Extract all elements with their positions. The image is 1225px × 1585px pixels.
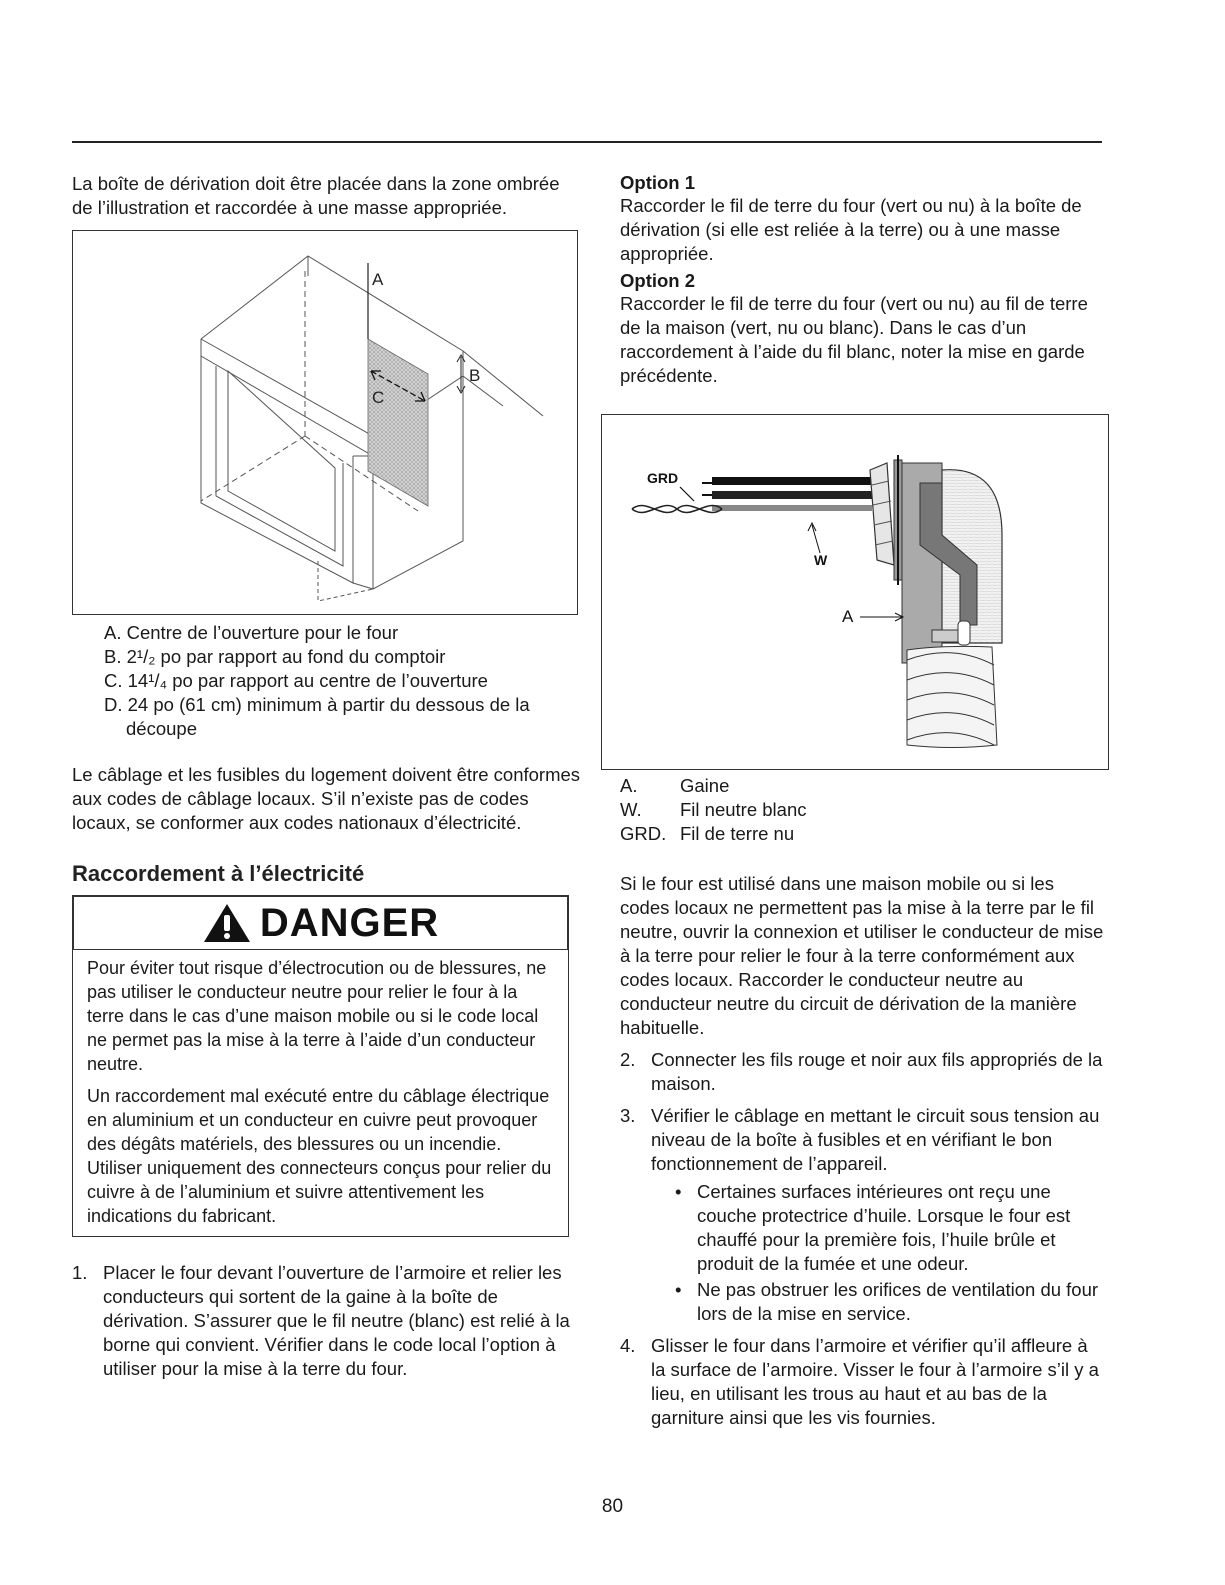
caption-key: GRD.: [620, 823, 667, 844]
caption-key: W.: [620, 799, 642, 820]
option1-title: Option 1: [620, 172, 696, 193]
bullet-item: [675, 1278, 1105, 1326]
right-column: [620, 172, 1105, 1430]
fig2-label-a: A: [842, 607, 854, 626]
left-column: [72, 172, 582, 1381]
bullet-symbol: •: [675, 1279, 682, 1300]
fig2-label-w: W: [814, 552, 828, 568]
step-text: Connecter les fils rouge et noir aux fils appropriés de la maison.: [651, 1049, 1103, 1094]
cabinet-diagram: [73, 231, 576, 613]
cabinet-captions: [104, 621, 582, 741]
danger-paragraph-2: Un raccordement mal exécuté entre du câblage électrique en aluminium et un conducteur en cuivre peut provoquer des dégâts matériels, des blessures ou un incendie. Utiliser uniquement des connecteurs conçus pour relier du cuivre à de l’aluminium et suivre attentivement les indications du fabricant.: [87, 1086, 552, 1226]
bullet-item: [675, 1180, 1105, 1276]
caption-item: [620, 798, 1105, 822]
caption-text: Fil de terre nu: [680, 823, 795, 844]
steps-left: [72, 1261, 582, 1381]
page-number: 80: [601, 1496, 624, 1517]
shaded-zone: [368, 339, 428, 506]
fig1-label-b: B: [469, 366, 481, 385]
caption-text: Gaine: [680, 775, 730, 796]
cabinet-figure: [72, 230, 578, 615]
intro-paragraph: La boîte de dérivation doit être placée dans la zone ombrée de l’illustration et raccordée à une masse appropriée.: [72, 173, 560, 218]
wiring-figure: [601, 414, 1109, 770]
wire-connector: [870, 463, 894, 565]
danger-box: [72, 895, 569, 1237]
caption-item: [620, 774, 1105, 798]
bullet-list: [675, 1180, 1105, 1326]
caption-item: [620, 822, 1105, 846]
bullet-text: Certaines surfaces intérieures ont reçu une couche protectrice d’huile. Lorsque le four est chauffé pour la première fois, l’huile brûle et produit de la fumée et une odeur.: [697, 1181, 1071, 1274]
wiring-paragraph: Le câblage et les fusibles du logement doivent être conformes aux codes de câblage locaux. S’il n’existe pas de codes locaux, se conformer aux codes nationaux d’électricité.: [72, 764, 581, 833]
danger-header: [73, 896, 568, 950]
flexible-conduit: [907, 646, 997, 747]
option2-text: Raccorder le fil de terre du four (vert ou nu) au fil de terre de la maison (vert, nu ou blanc). Dans le cas d’un raccordement à l’aide du fil blanc, noter la mise en garde précédente.: [620, 293, 1088, 386]
step-number: 1.: [72, 1262, 88, 1283]
option2-title: Option 2: [620, 270, 696, 291]
wiring-captions: [620, 774, 1105, 846]
step-item: [620, 1104, 1105, 1326]
fig1-label-a: A: [372, 270, 384, 289]
fig2-label-grd: GRD: [647, 470, 679, 486]
step-text: Glisser le four dans l’armoire et vérifier qu’il affleure à la surface de l’armoire. Visser le four à l’armoire s’il y a lieu, en utilisant les trous au haut et au bas de la garniture ainsi que les vis fournies.: [651, 1335, 1099, 1428]
caption-item: A. Centre de l’ouverture pour le four: [104, 622, 399, 643]
section-title: Raccordement à l’électricité: [72, 861, 365, 886]
caption-item: D. 24 po (61 cm) minimum à partir du dessous de la découpe: [104, 694, 530, 739]
wiring-diagram: [602, 415, 1107, 768]
step-text: Placer le four devant l’ouverture de l’armoire et relier les conducteurs qui sortent de la gaine à la boîte de dérivation. S’assurer que le fil neutre (blanc) est relié à la borne qui convient. Vérifier dans le code local l’option à utiliser pour la mise à la terre du four.: [103, 1262, 570, 1379]
bullet-symbol: •: [675, 1181, 682, 1202]
fig1-label-c: C: [372, 388, 385, 407]
neutral-wire: [712, 505, 872, 511]
caption-item: C. 14¹/₄ po par rapport au centre de l’ouverture: [104, 670, 488, 691]
warning-triangle-icon: [202, 902, 252, 944]
step-item: [72, 1261, 582, 1381]
step-item: [620, 1334, 1105, 1430]
header-rule: [72, 141, 1102, 143]
step-item: [620, 1048, 1105, 1096]
step-number: 2.: [620, 1049, 636, 1070]
caption-text: Fil neutre blanc: [680, 799, 807, 820]
step-text: Vérifier le câblage en mettant le circuit sous tension au niveau de la boîte à fusibles et en vérifiant le bon fonctionnement de l’appareil.: [651, 1105, 1100, 1174]
step-number: 3.: [620, 1105, 636, 1126]
red-wire: [712, 491, 872, 499]
step-number: 4.: [620, 1335, 636, 1356]
steps-right: [620, 1048, 1105, 1430]
mobile-home-paragraph: Si le four est utilisé dans une maison mobile ou si les codes locaux ne permettent pas la mise à la terre par le fil neutre, ouvrir la connexion et utiliser le conducteur de mise à la terre pour relier le four à la terre conformément aux codes locaux. Raccorder le conducteur neutre au conducteur neutre du circuit de dérivation de la manière habituelle.: [620, 873, 1104, 1038]
bullet-text: Ne pas obstruer les orifices de ventilation du four lors de la mise en service.: [697, 1279, 1099, 1324]
danger-word: DANGER: [259, 900, 440, 945]
danger-paragraph-1: Pour éviter tout risque d’électrocution ou de blessures, ne pas utiliser le conducteur neutre pour relier le four à la terre dans le cas d’une maison mobile ou si le code local ne permet pas la mise à la terre à l’aide d’un conducteur neutre.: [87, 958, 547, 1074]
caption-item: B. 2¹/₂ po par rapport au fond du comptoir: [104, 646, 446, 667]
option1-text: Raccorder le fil de terre du four (vert ou nu) à la boîte de dérivation (si elle est reliée à la terre) ou à une masse appropriée.: [620, 195, 1082, 264]
caption-key: A.: [620, 775, 638, 796]
black-wire: [712, 477, 872, 485]
